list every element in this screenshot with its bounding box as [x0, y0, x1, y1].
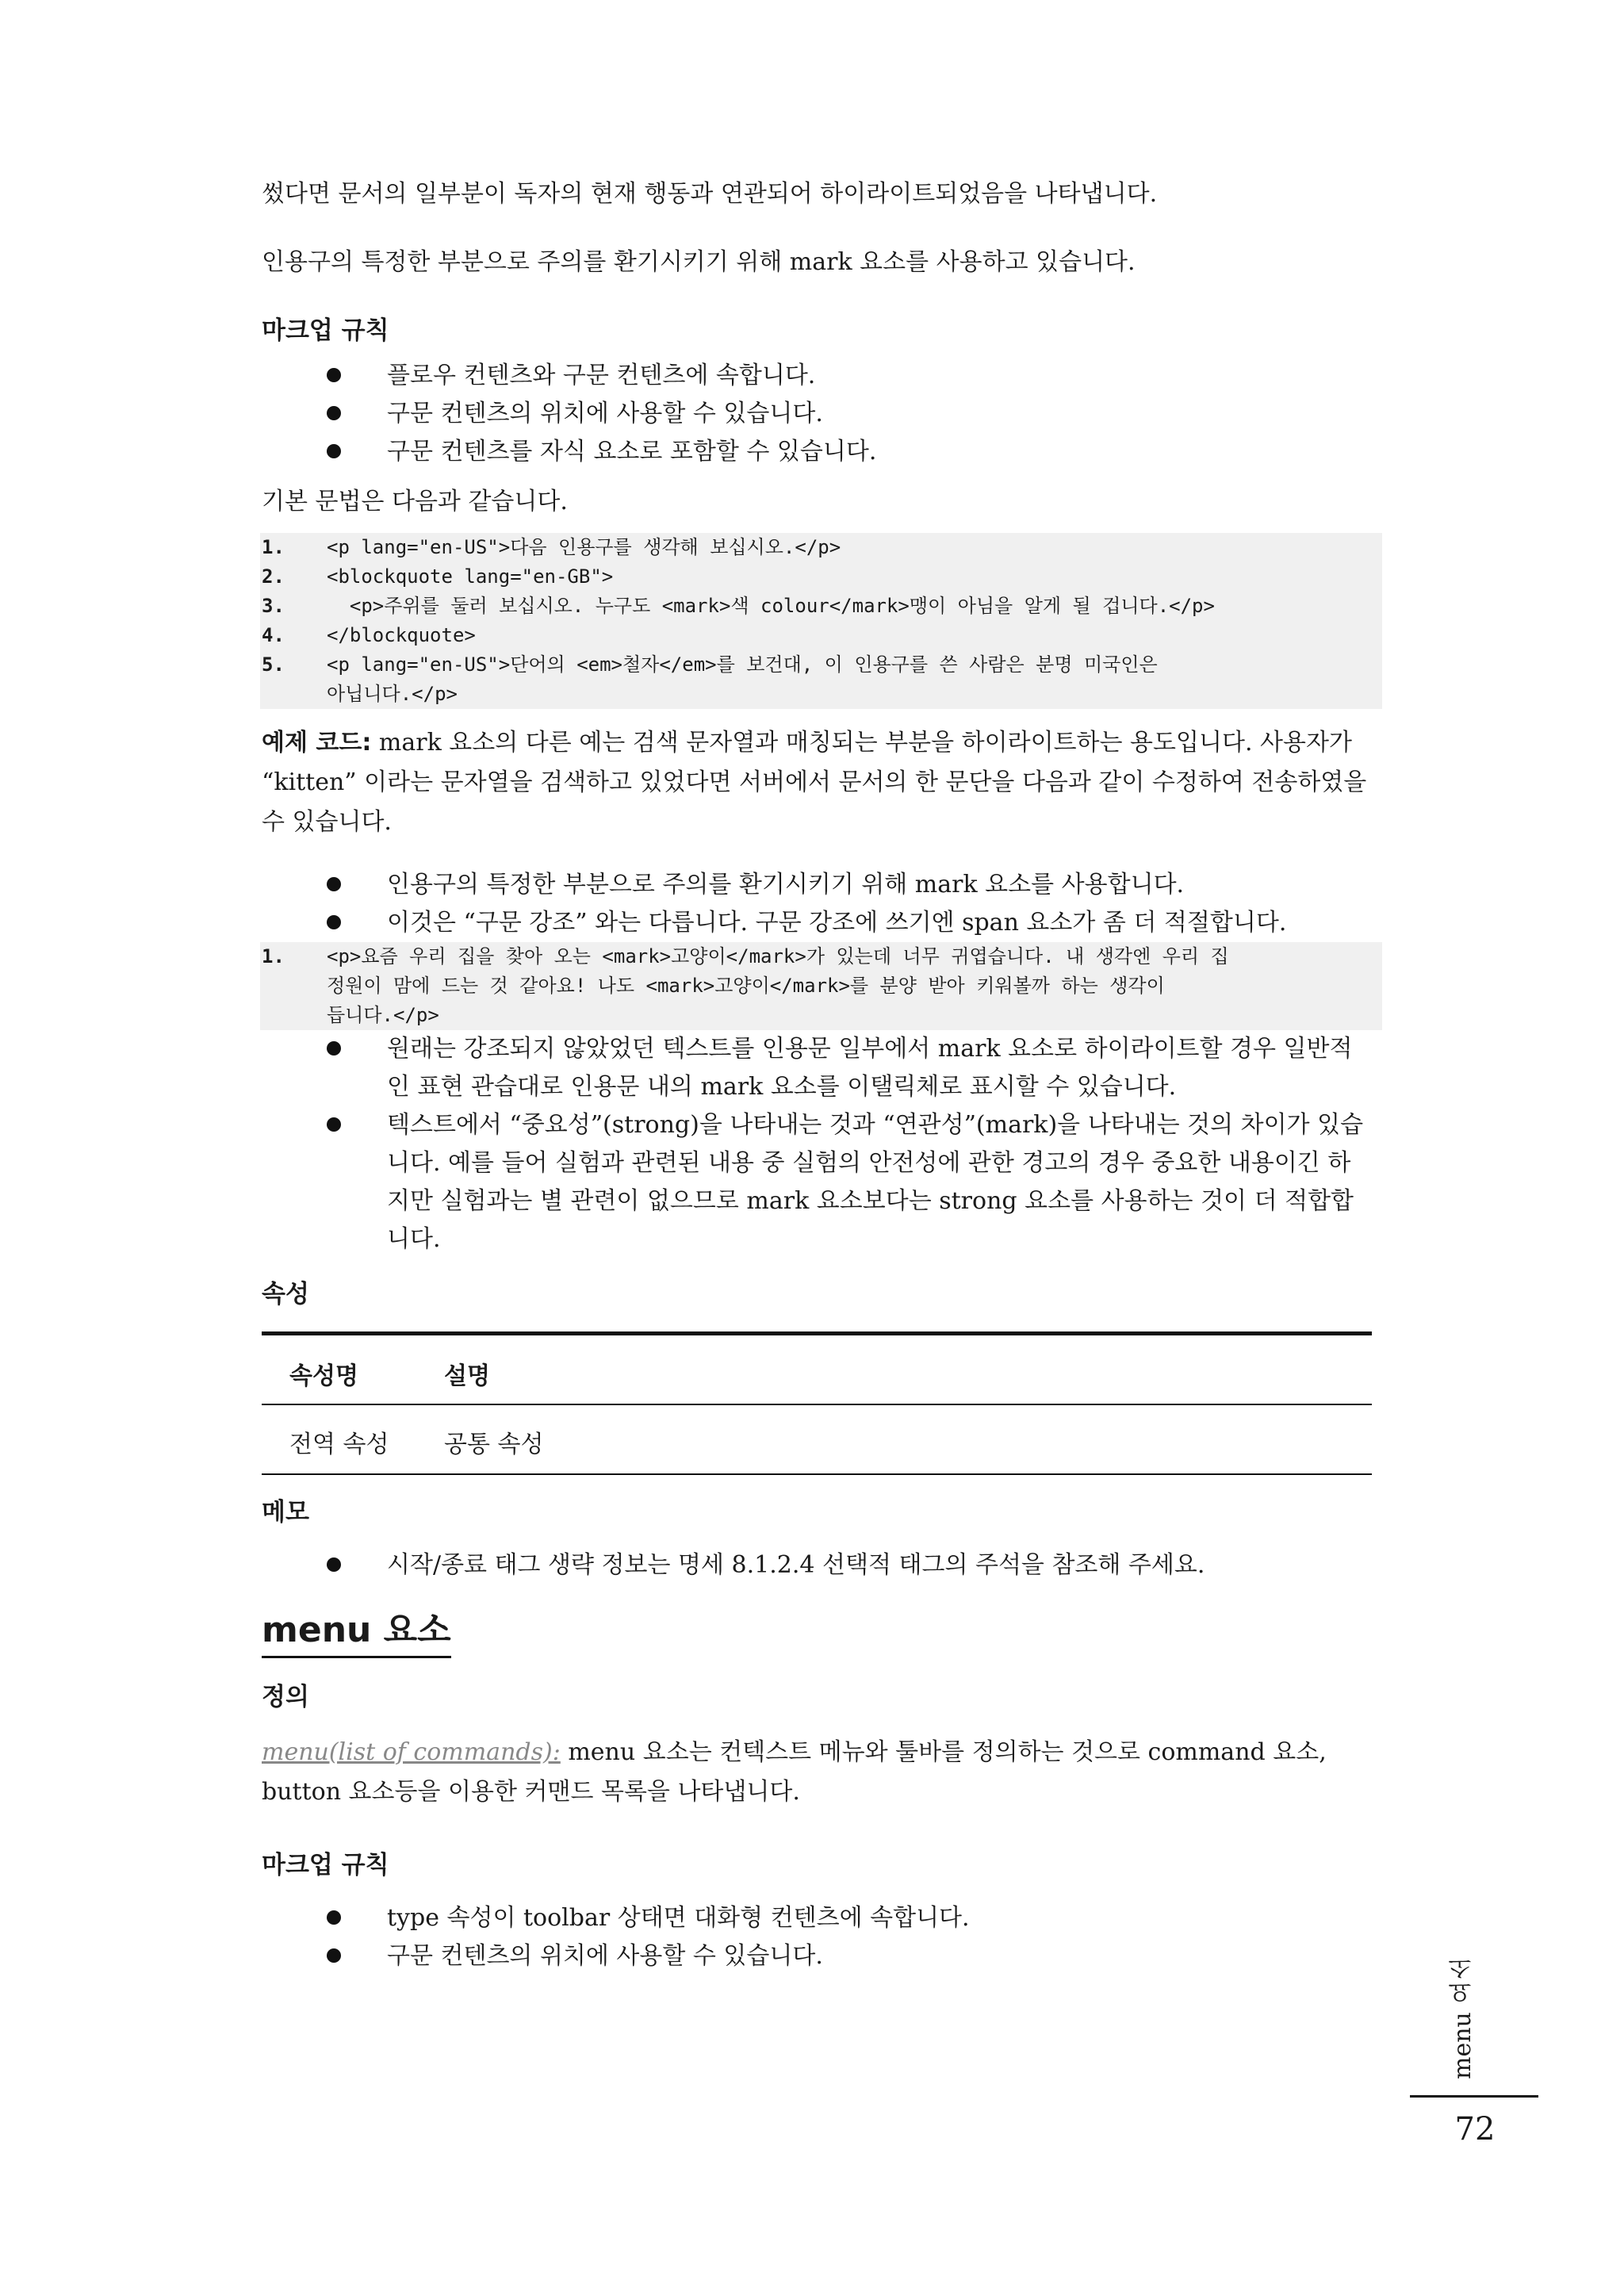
side-divider [1410, 2095, 1538, 2098]
memo-heading: 메모 [262, 1498, 309, 1527]
note-list [262, 866, 1372, 942]
list-item: 텍스트에서 “중요성”(strong)을 나타내는 것과 “연관성”(mark)을 나타내는 것의 차이가 있습니다. 예를 들어 실험과 관련된 내용 중 실험의 안전성에 관한 경고의 경우 중요한 내용이긴 하지만 실험과는 별 관련이 없으므로 mark 요소보다는 strong 요소를 사용하는 것이 더 적합합니다. [262, 1106, 1372, 1259]
intro-paragraph-2: 인용구의 특정한 부분으로 주의를 환기시키기 위해 mark 요소를 사용하고 있습니다. [262, 248, 1136, 276]
code-line: 3. <p>주위를 둘러 보십시오. 누구도 <mark>색 colour</mark>맹이 아님을 알게 될 겁니다.</p> [262, 595, 1215, 617]
list-item: 구문 컨텐츠의 위치에 사용할 수 있습니다. [262, 1937, 1372, 1975]
code-block-2 [260, 942, 1382, 1030]
code-line: 1. <p lang="en-US">다음 인용구를 생각해 보십시오.</p> [262, 536, 841, 558]
definition-link[interactable]: menu(list of commands): [262, 1738, 561, 1766]
table-header-row [262, 1334, 1372, 1405]
code-line: 2. <blockquote lang="en-GB"> [262, 565, 614, 588]
bullet-icon [327, 1041, 341, 1056]
code-line: 1. <p>요즘 우리 집을 찾아 오는 <mark>고양이</mark>가 있는데 너무 귀엽습니다. 내 생각엔 우리 집 정원이 맘에 드는 것 같아요! 나도 <mark>고양이</mark>를 분양 받아 키워볼까 하는 생각이 듭니다.</p> [262, 945, 1229, 1026]
list-item: 구문 컨텐츠의 위치에 사용할 수 있습니다. [262, 395, 1372, 433]
column-header: 설명 [444, 1362, 490, 1390]
bullet-icon [327, 444, 341, 458]
list-item: 이것은 “구문 강조” 와는 다릅니다. 구문 강조에 쓰기엔 span 요소가 좀 더 적절합니다. [262, 904, 1372, 942]
code-line: 4. </blockquote> [262, 624, 476, 646]
code-block-1 [260, 533, 1382, 709]
attributes-table [262, 1331, 1372, 1475]
menu-element-title: menu 요소 [262, 1607, 451, 1658]
list-item: 시작/종료 태그 생략 정보는 명세 8.1.2.4 선택적 태그의 주석을 참조해 주세요. [262, 1546, 1372, 1584]
table-cell: 전역 속성 [289, 1431, 389, 1458]
attributes-heading: 속성 [262, 1280, 309, 1308]
example-label: 예제 코드: [262, 729, 372, 757]
list-item: 플로우 컨텐츠와 구문 컨텐츠에 속합니다. [262, 357, 1372, 395]
menu-markup-list [262, 1899, 1372, 1975]
code-line: 5. <p lang="en-US">단어의 <em>철자</em>를 보건대, 이 인용구를 쓴 사람은 분명 미국인은 아닙니다.</p> [262, 653, 1158, 705]
bullet-icon [327, 368, 341, 382]
bullet-icon [327, 1117, 341, 1132]
page-number: 72 [1454, 2111, 1496, 2147]
bullet-icon [327, 1948, 341, 1963]
markup-rules-heading-2: 마크업 규칙 [262, 1851, 389, 1879]
bullet-icon [327, 915, 341, 929]
bullet-icon [327, 877, 341, 891]
intro-paragraph-1: 썼다면 문서의 일부분이 독자의 현재 행동과 연관되어 하이라이트되었음을 나타냅니다. [262, 180, 1158, 208]
note-list-2 [262, 1030, 1372, 1259]
basic-syntax-text: 기본 문법은 다음과 같습니다. [262, 488, 568, 515]
page-content [262, 174, 1372, 1975]
table-cell: 공통 속성 [444, 1431, 544, 1458]
memo-list [262, 1546, 1372, 1584]
markup-rules-heading: 마크업 규칙 [262, 316, 389, 345]
list-item: 구문 컨텐츠를 자식 요소로 포함할 수 있습니다. [262, 433, 1372, 471]
markup-rules-list [262, 357, 1372, 471]
list-item: 인용구의 특정한 부분으로 주의를 환기시키기 위해 mark 요소를 사용합니다. [262, 866, 1372, 904]
definition-heading: 정의 [262, 1683, 309, 1711]
bullet-icon [327, 1910, 341, 1925]
bullet-icon [327, 406, 341, 420]
table-row [262, 1404, 1372, 1474]
list-item: type 속성이 toolbar 상태면 대화형 컨텐츠에 속합니다. [262, 1899, 1372, 1937]
list-item: 원래는 강조되지 않았었던 텍스트를 인용문 일부에서 mark 요소로 하이라이트할 경우 일반적인 표현 관습대로 인용문 내의 mark 요소를 이탤릭체로 표시할 수 있습니다. [262, 1030, 1372, 1106]
definition-paragraph: menu(list of commands): menu 요소는 컨텍스트 메뉴와 툴바를 정의하는 것으로 command 요소, button 요소등을 이용한 커맨드 목록을 나타냅니다. [262, 1738, 1327, 1806]
column-header: 속성명 [289, 1362, 358, 1390]
example-paragraph: 예제 코드: mark 요소의 다른 예는 검색 문자열과 매칭되는 부분을 하이라이트하는 용도입니다. 사용자가 “kitten” 이라는 문자열을 검색하고 있었다면 서버에서 문서의 한 문단을 다음과 같이 수정하여 전송하였을 수 있습니다. [262, 729, 1367, 836]
bullet-icon [327, 1557, 341, 1572]
side-section-label: menu 요소 [1449, 1956, 1477, 2080]
